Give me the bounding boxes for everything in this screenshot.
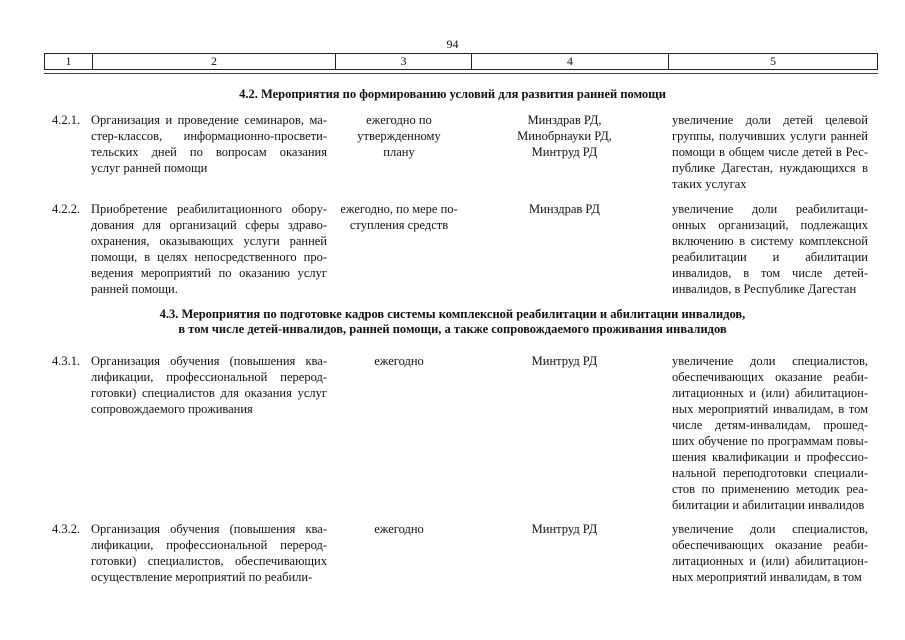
result-line: нальной переподготовки специали- <box>672 466 868 480</box>
result-line: увеличение доли детей целевой <box>672 113 868 127</box>
row-result <box>672 521 868 585</box>
header-col-1: 1 <box>65 54 72 68</box>
result-line: обеспечивающих оказание реаби- <box>672 370 868 384</box>
row-period <box>334 112 464 160</box>
result-line: билитации и абилитации инвалидов <box>672 498 865 512</box>
activity-line: ведения мероприятий по оказанию услуг <box>91 266 327 280</box>
result-line: ших обучение по программам повы- <box>672 434 868 448</box>
activity-line: сопровождаемого проживания <box>91 402 253 416</box>
result-line: увеличение доли специалистов, <box>672 354 868 368</box>
activity-line: Организация и проведение семинаров, ма- <box>91 113 327 127</box>
row-period <box>334 201 464 233</box>
activity-line: лификации, профессиональной переpод- <box>91 370 327 384</box>
row-activity <box>91 201 327 297</box>
result-line: обеспечивающих оказание реаби- <box>672 538 868 552</box>
section-4-3-title <box>0 307 905 337</box>
executor-line: Минтруд РД <box>531 522 598 536</box>
activity-line: готовки) специалистов для оказания услуг <box>91 386 327 400</box>
result-line: онных организаций, подлежащих <box>672 218 868 232</box>
executor-line: Минздрав РД <box>529 202 600 216</box>
executor-line: Минобрнауки РД, <box>517 129 612 143</box>
activity-line: дования для организаций сферы здраво- <box>91 218 327 232</box>
row-number: 4.3.2. <box>52 522 81 536</box>
result-line: таких услугах <box>672 177 747 191</box>
result-line: реабилитации и абилитации <box>672 250 868 264</box>
activity-line: помощи, в целях непосредственного про- <box>91 250 327 264</box>
result-line: увеличение доли специалистов, <box>672 522 868 536</box>
result-line: литационных и (или) абилитацион- <box>672 386 868 400</box>
row-result <box>672 201 868 297</box>
result-line: инвалидов, в том числе детей- <box>672 266 868 280</box>
executor-line: Минздрав РД, <box>527 113 602 127</box>
section-4-2-title: 4.2. Мероприятия по формированию условий для развития ранней помощи <box>239 87 666 101</box>
period-line: ежегодно, по мере по- <box>340 202 458 216</box>
activity-line: Организация обучения (повышения ква- <box>91 522 327 536</box>
section-4-3-title-line-2: в том числе детей-инвалидов, ранней помощи, а также сопровождаемого проживания инвалидов <box>178 322 727 336</box>
result-line: увеличение доли реабилитаци- <box>672 202 868 216</box>
row-number: 4.2.2. <box>52 202 81 216</box>
table-header-row <box>44 53 878 70</box>
activity-line: стер-классов, информационно-просвети- <box>91 129 327 143</box>
row-activity <box>91 353 327 417</box>
result-line: публике Дагестан, нуждающихся в <box>672 161 868 175</box>
period-line: ежегодно <box>374 354 424 368</box>
result-line: стов по применению методик реа- <box>672 482 868 496</box>
activity-line: охранения, оказывающих услуги ранней <box>91 234 327 248</box>
header-col-4: 4 <box>471 54 668 69</box>
executor-line: Минтруд РД <box>531 145 598 159</box>
activity-line: ранней помощи. <box>91 282 178 296</box>
result-line: ных мероприятий инвалидам, в том <box>672 570 862 584</box>
row-executor <box>498 353 631 369</box>
row-number: 4.2.1. <box>52 113 81 127</box>
row-period <box>334 353 464 369</box>
activity-line: готовки) специалистов, обеспечивающих <box>91 554 327 568</box>
activity-line: тельских дней по вопросам оказания <box>91 145 327 159</box>
section-4-3-title-line-1: 4.3. Мероприятия по подготовке кадров системы комплексной реабилитации и абилитации инвалидов, <box>159 307 746 321</box>
result-line: группы, получивших услуги ранней <box>672 129 868 143</box>
row-number: 4.3.1. <box>52 354 81 368</box>
activity-line: услуг ранней помощи <box>91 161 208 175</box>
row-result <box>672 353 868 513</box>
period-line: утвержденному <box>357 129 441 143</box>
row-activity <box>91 112 327 176</box>
result-line: инвалидов, в Республике Дагестан <box>672 282 857 296</box>
result-line: шения квалификации и профессио- <box>672 450 868 464</box>
executor-line: Минтруд РД <box>531 354 598 368</box>
row-executor <box>498 521 631 537</box>
result-line: включению в систему комплексной <box>672 234 868 248</box>
activity-line: Приобретение реабилитационного обору- <box>91 202 327 216</box>
row-period <box>334 521 464 537</box>
header-col-5: 5 <box>668 54 877 69</box>
period-line: ежегодно <box>374 522 424 536</box>
row-result <box>672 112 868 192</box>
page-number: 94 <box>446 37 459 51</box>
result-line: помощи в общем числе детей в Рес- <box>672 145 868 159</box>
activity-line: лификации, профессиональной переpод- <box>91 538 327 552</box>
header-col-2: 2 <box>92 54 335 69</box>
activity-line: Организация обучения (повышения ква- <box>91 354 327 368</box>
activity-line: осуществление мероприятий по реабили- <box>91 570 313 584</box>
result-line: ных мероприятий инвалидам, в том <box>672 402 868 416</box>
period-line: плану <box>383 145 415 159</box>
period-line: ежегодно по <box>366 113 432 127</box>
header-divider <box>44 73 878 74</box>
row-executor <box>498 201 631 217</box>
period-line: ступления средств <box>349 218 449 232</box>
row-executor <box>498 112 631 160</box>
result-line: числе детям-инвалидам, прошед- <box>672 418 868 432</box>
result-line: литационных и (или) абилитацион- <box>672 554 868 568</box>
row-activity <box>91 521 327 585</box>
header-col-3: 3 <box>335 54 471 69</box>
